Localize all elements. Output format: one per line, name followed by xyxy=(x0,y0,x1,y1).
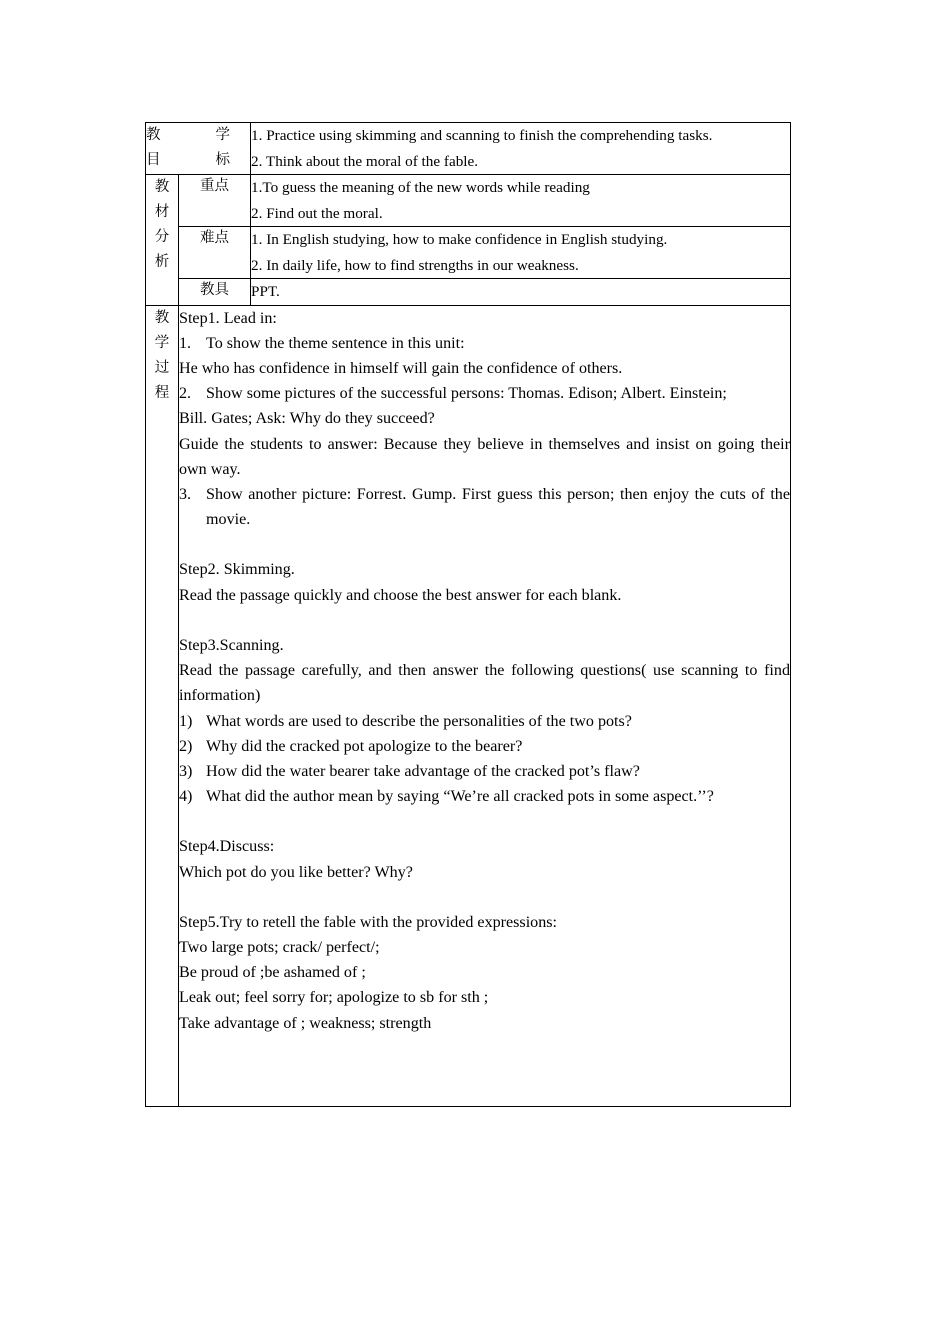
step1-item-1-marker: 1. xyxy=(179,334,192,352)
step5-heading: Step5.Try to retell the fable with the provided expressions: xyxy=(179,913,557,931)
analysis-label-cell xyxy=(146,175,179,306)
difficult-points-line-1: 1. In English studying, how to make confidence in English studying. xyxy=(251,231,668,249)
step1-item-3-marker: 3. xyxy=(179,485,192,503)
step3-question-3-text: How did the water bearer take advantage of the cracked pot’s flaw? xyxy=(206,762,640,780)
step1-gates-line: Bill. Gates; Ask: Why do they succeed? xyxy=(179,410,435,428)
key-points-content-cell xyxy=(251,175,791,227)
step1-theme-sentence: He who has confidence in himself will gain the confidence of others. xyxy=(179,360,623,378)
objectives-label-line2 xyxy=(146,148,230,173)
step5-line-3: Leak out; feel sorry for; apologize to sb for sth ; xyxy=(179,989,489,1007)
difficult-points-label: 难点 xyxy=(179,227,251,279)
step3-question-2-text: Why did the cracked pot apologize to the bearer? xyxy=(206,737,523,755)
procedure-label-cell xyxy=(146,305,179,1106)
step1-item-1-text: To show the theme sentence in this unit: xyxy=(206,334,465,352)
step1-item-2 xyxy=(179,381,790,406)
step3-question-1 xyxy=(179,709,790,734)
objectives-label-cell xyxy=(146,123,251,175)
step2-line-1: Read the passage quickly and choose the best answer for each blank. xyxy=(179,586,622,604)
table-row-procedure xyxy=(146,305,791,1106)
objectives-label-char-1: 教 xyxy=(146,127,161,143)
teaching-aids-label: 教具 xyxy=(179,279,251,306)
objectives-line-2: 2. Think about the moral of the fable. xyxy=(251,152,479,170)
step3-question-1-text: What words are used to describe the personalities of the two pots? xyxy=(206,712,632,730)
step3-question-4 xyxy=(179,784,790,809)
analysis-label-char-2: 材 xyxy=(154,204,170,220)
step4-heading: Step4.Discuss: xyxy=(179,838,275,856)
step3-question-2 xyxy=(179,734,790,759)
step3-question-4-text: What did the author mean by saying “We’re all cracked pots in some aspect.’’? xyxy=(206,788,714,806)
key-points-label: 重点 xyxy=(179,175,251,227)
step1-item-2-marker: 2. xyxy=(179,385,192,403)
table-row-difficult-points xyxy=(146,227,791,279)
step1-item-3-text: Show another picture: Forrest. Gump. First guess this person; then enjoy the cuts of the movie. xyxy=(206,485,790,529)
table-row-teaching-aids xyxy=(146,279,791,306)
table-row-objectives xyxy=(146,123,791,175)
teaching-aids-line-1: PPT. xyxy=(251,283,280,301)
objectives-line-1: 1. Practice using skimming and scanning to finish the comprehending tasks. xyxy=(251,127,713,144)
step5-line-2: Be proud of ;be ashamed of ; xyxy=(179,964,366,982)
step5-line-1: Two large pots; crack/ perfect/; xyxy=(179,939,380,957)
step4-line-1: Which pot do you like better? Why? xyxy=(179,863,413,881)
step1-heading: Step1. Lead in: xyxy=(179,309,277,327)
analysis-label-char-4: 析 xyxy=(154,253,170,270)
key-points-line-1: 1.To guess the meaning of the new words while reading xyxy=(251,179,590,197)
table-row-key-points xyxy=(146,175,791,227)
objectives-label-char-3: 目 xyxy=(146,151,161,168)
step5-line-4: Take advantage of ; weakness; strength xyxy=(179,1014,432,1032)
procedure-content-cell xyxy=(179,305,791,1106)
step3-intro: Read the passage carefully, and then answer the following questions( use scanning to find information) xyxy=(179,662,790,705)
step3-heading: Step3.Scanning. xyxy=(179,636,284,654)
step3-question-4-marker: 4) xyxy=(179,788,193,806)
analysis-label-char-3: 分 xyxy=(154,228,170,245)
step2-heading: Step2. Skimming. xyxy=(179,561,295,579)
spacer-2 xyxy=(179,608,790,633)
teaching-aids-content-cell xyxy=(251,279,791,306)
objectives-label-char-2: 学 xyxy=(215,127,230,143)
objectives-label-line1 xyxy=(146,123,230,148)
procedure-label-char-4: 程 xyxy=(154,384,170,401)
step3-question-1-marker: 1) xyxy=(179,712,193,730)
difficult-points-line-2: 2. In daily life, how to find strengths in our weakness. xyxy=(251,256,579,274)
step1-item-1 xyxy=(179,331,790,356)
procedure-label-char-1: 教 xyxy=(154,309,170,326)
procedure-label-char-2: 学 xyxy=(154,334,170,351)
key-points-line-2: 2. Find out the moral. xyxy=(251,204,383,222)
spacer-4 xyxy=(179,885,790,910)
step1-guide-line: Guide the students to answer: Because they believe in themselves and insist on going their own way. xyxy=(179,435,790,478)
spacer-1 xyxy=(179,532,790,557)
spacer-3 xyxy=(179,809,790,834)
objectives-content-cell xyxy=(251,123,791,175)
difficult-points-content-cell xyxy=(251,227,791,279)
lesson-plan-table xyxy=(145,122,791,1107)
objectives-label-char-4: 标 xyxy=(215,151,230,168)
step3-question-3 xyxy=(179,759,790,784)
step1-item-2-text: Show some pictures of the successful persons: Thomas. Edison; Albert. Einstein; xyxy=(206,385,727,403)
step3-question-2-marker: 2) xyxy=(179,737,193,755)
step3-question-3-marker: 3) xyxy=(179,762,193,780)
analysis-label-char-1: 教 xyxy=(154,179,170,196)
procedure-label-char-3: 过 xyxy=(154,359,170,376)
step1-item-3 xyxy=(179,482,790,532)
